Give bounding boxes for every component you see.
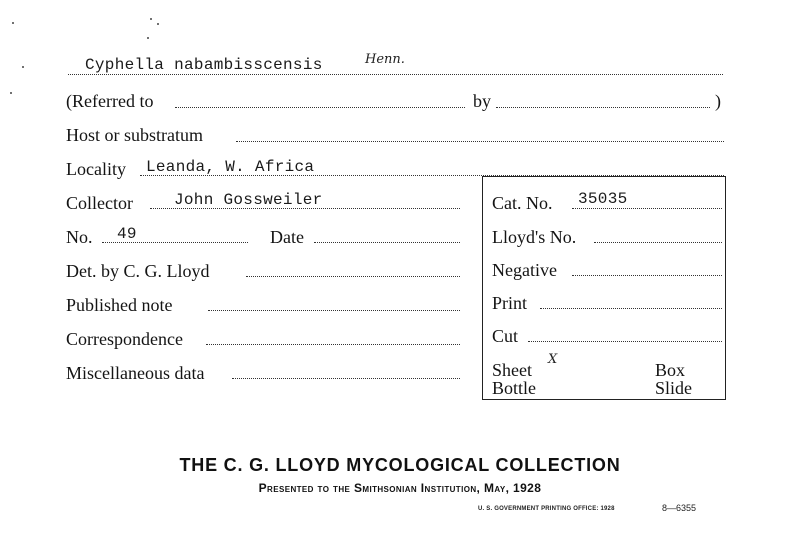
by-line <box>496 107 710 108</box>
number-line <box>102 242 248 243</box>
number-value: 49 <box>117 225 137 243</box>
misc-label: Miscellaneous data <box>66 363 205 383</box>
bottle-label: Bottle <box>492 378 536 398</box>
slide-label: Slide <box>655 378 693 398</box>
locality-value: Leanda, W. Africa <box>146 158 315 176</box>
print-label: Print <box>492 293 528 313</box>
by-close-paren: ) <box>715 91 721 111</box>
host-label: Host or substratum <box>66 125 203 145</box>
locality-label: Locality <box>66 159 126 179</box>
sheet-mark: X <box>548 352 558 367</box>
number-label: No. <box>66 227 93 247</box>
scan-speck <box>147 37 149 39</box>
scan-speck <box>22 66 24 68</box>
referred-to-label: (Referred to <box>66 91 154 111</box>
referred-to-line <box>175 107 465 108</box>
misc-line <box>232 378 460 379</box>
negative-label: Negative <box>492 260 557 280</box>
date-line <box>314 242 460 243</box>
by-label: by <box>473 91 491 111</box>
host-line <box>236 141 724 142</box>
correspondence-line <box>206 344 460 345</box>
negative-line <box>572 275 722 276</box>
det-by-label: Det. by C. G. Lloyd <box>66 261 210 281</box>
print-line <box>540 308 722 309</box>
species-name: Cyphella nabambisscensis <box>85 56 323 74</box>
author-annotation: Henn. <box>365 52 405 67</box>
cut-label: Cut <box>492 326 519 346</box>
det-by-line <box>246 276 460 277</box>
published-note-line <box>208 310 460 311</box>
cat-no-line <box>572 208 722 209</box>
cut-line <box>528 341 722 342</box>
printer-line: U. S. GOVERNMENT PRINTING OFFICE: 1928 <box>478 506 615 512</box>
collector-value: John Gossweiler <box>174 191 323 209</box>
collection-subtitle: Presented to the Smithsonian Institution, May, 1928 <box>258 481 542 495</box>
collection-title: THE C. G. LLOYD MYCOLOGICAL COLLECTION <box>179 455 621 475</box>
form-number: 8—6355 <box>662 503 697 513</box>
species-line <box>68 74 723 75</box>
published-note-label: Published note <box>66 295 173 315</box>
collector-label: Collector <box>66 193 133 213</box>
lloyds-no-label: Lloyd's No. <box>492 227 577 247</box>
scan-speck <box>157 23 159 25</box>
scan-speck <box>12 22 14 24</box>
cat-no-label: Cat. No. <box>492 193 553 213</box>
scan-speck <box>10 92 12 94</box>
date-label: Date <box>270 227 304 247</box>
cat-no-value: 35035 <box>578 190 628 208</box>
box-label: Box <box>655 360 686 380</box>
correspondence-label: Correspondence <box>66 329 183 349</box>
collector-line <box>150 208 460 209</box>
lloyds-no-line <box>594 242 722 243</box>
scan-speck <box>150 18 152 20</box>
sheet-label: Sheet <box>492 360 532 380</box>
